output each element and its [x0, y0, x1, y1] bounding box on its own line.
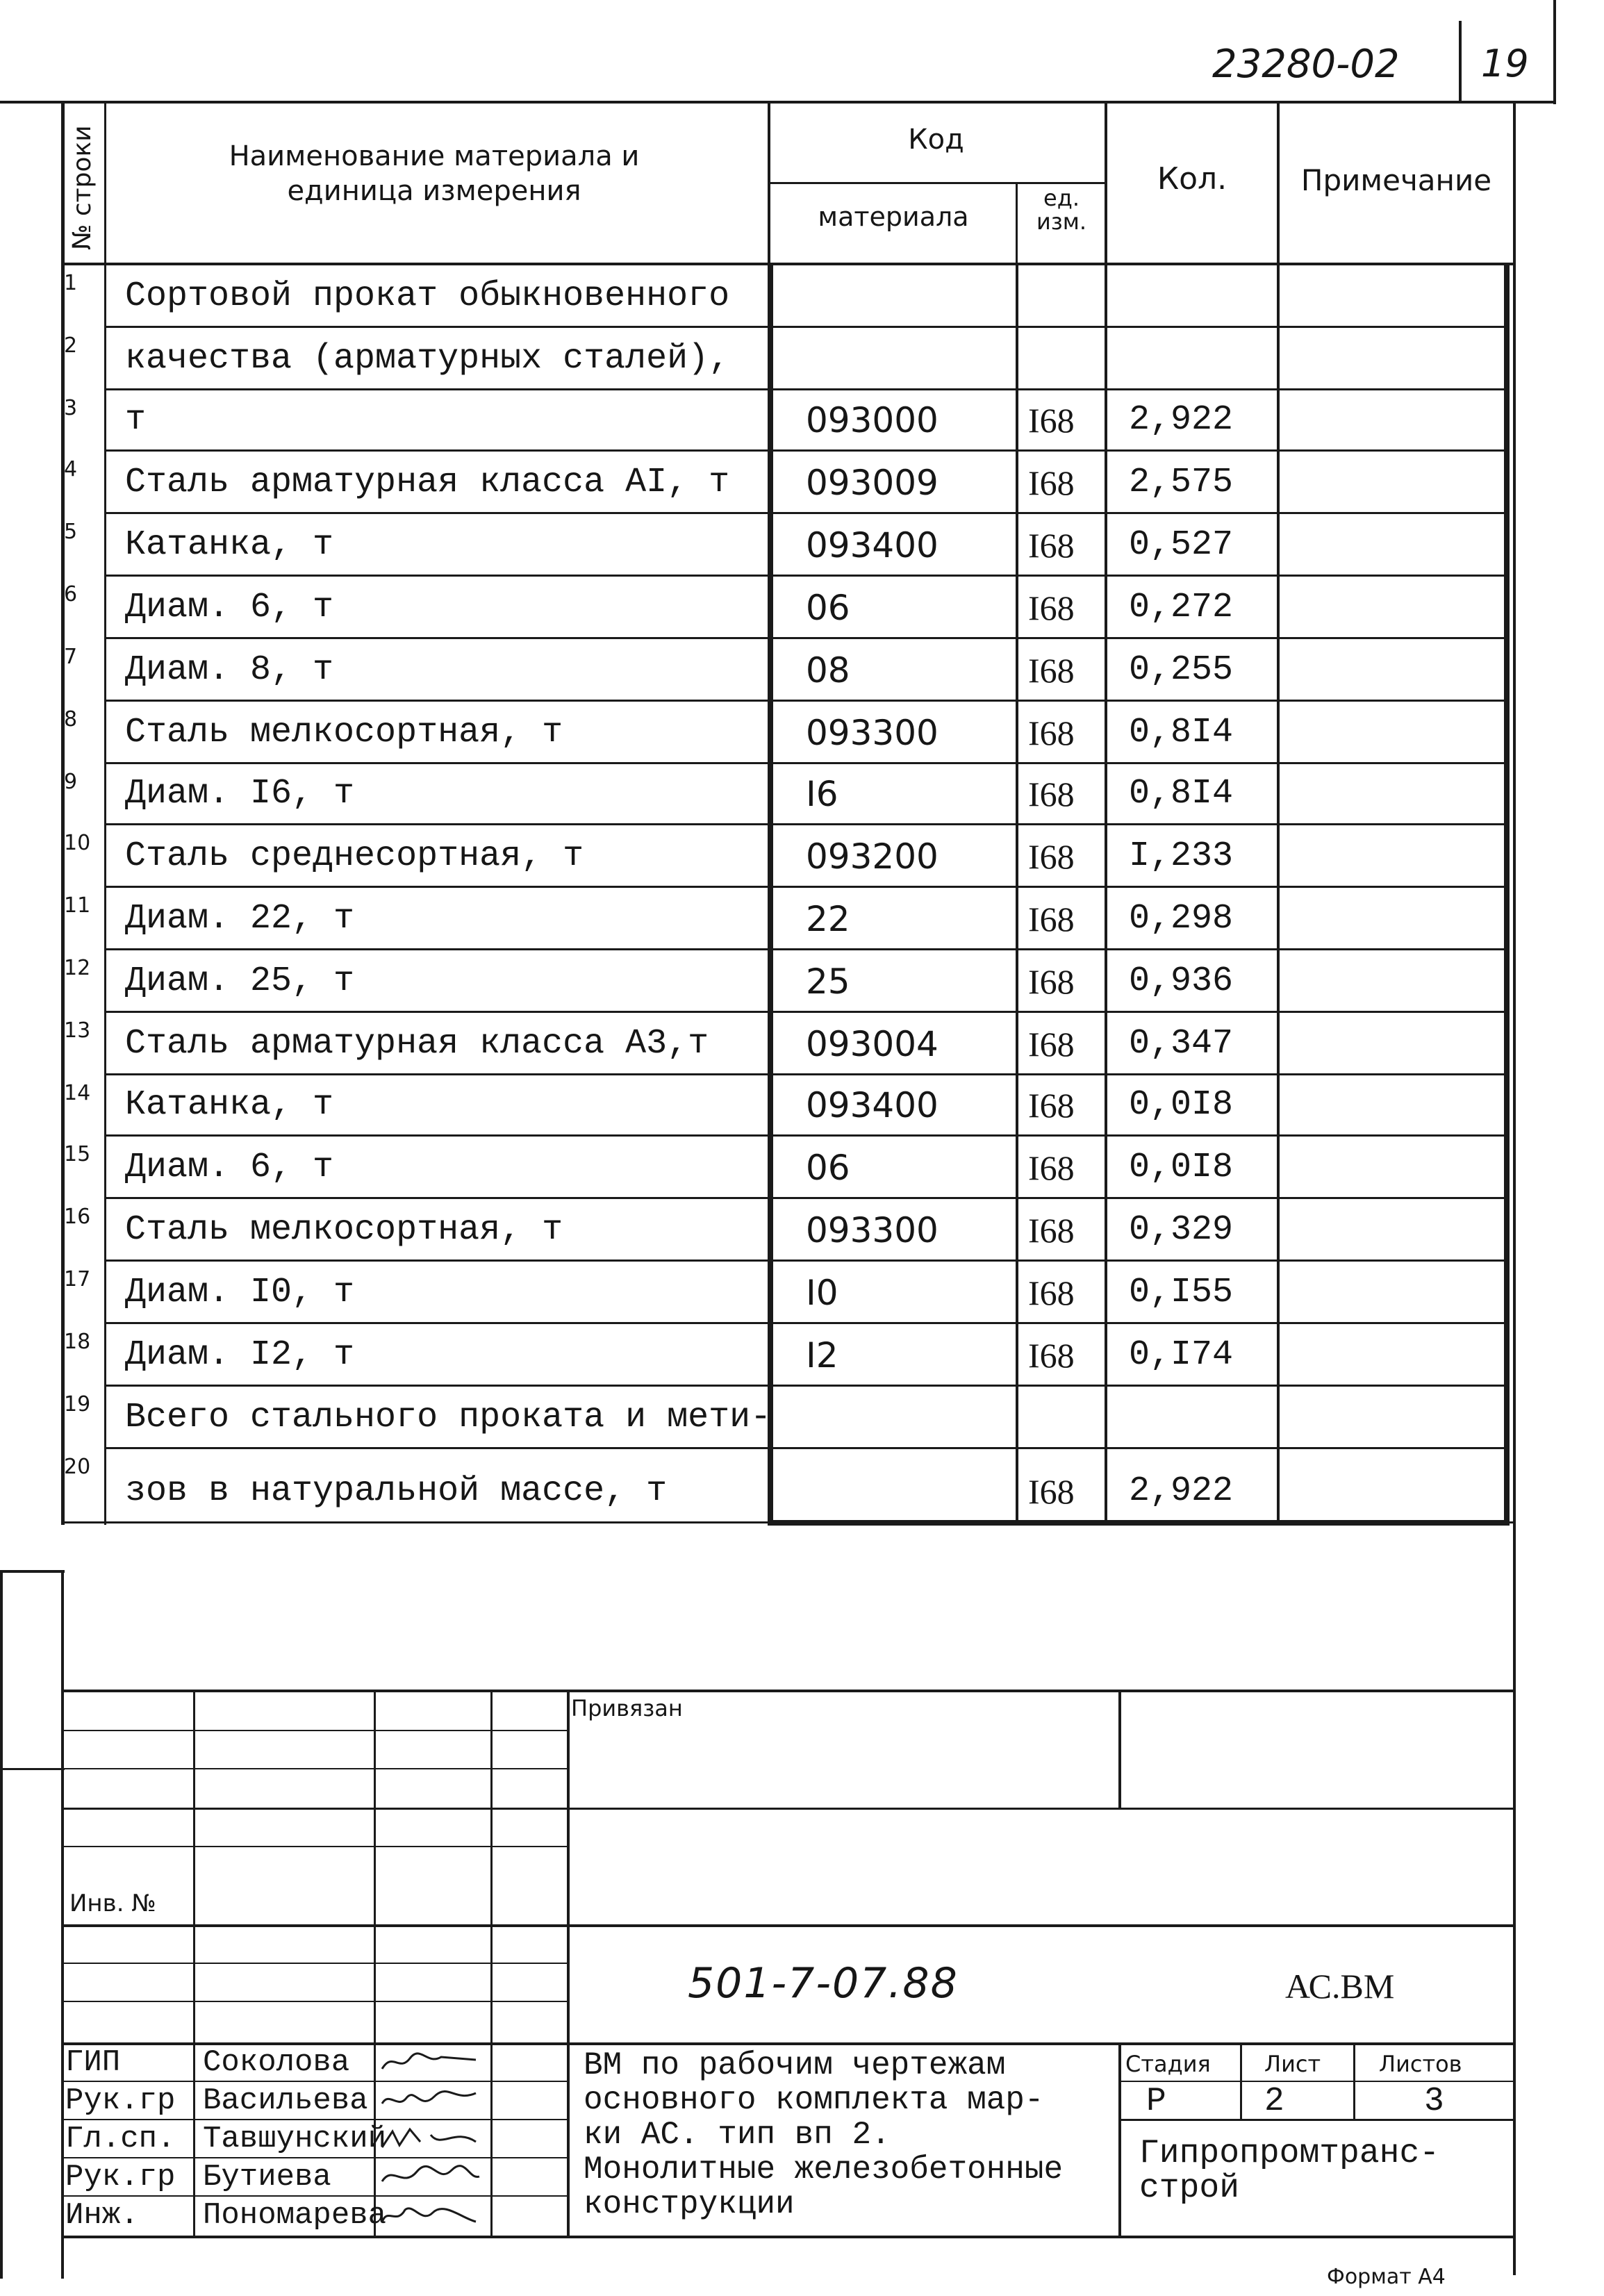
table-row: [0, 513, 1604, 575]
table-row: [0, 1135, 1604, 1198]
material-name: Диам. 8, т: [125, 650, 334, 690]
unit-code: I68: [1028, 900, 1075, 939]
material-code-header: материала: [818, 201, 969, 232]
row-number: 8: [64, 707, 78, 732]
quantity: 0,347: [1129, 1024, 1234, 1064]
unit-code: I68: [1028, 1273, 1075, 1312]
quantity: 0,0I8: [1129, 1085, 1234, 1125]
material-name: Диам. 25, т: [125, 961, 355, 1001]
unit-code: I68: [1028, 588, 1075, 627]
table-row: [0, 575, 1604, 638]
unit-header: ед. изм.: [1036, 185, 1087, 235]
material-code: 093400: [806, 525, 939, 565]
unit-code: I68: [1028, 837, 1075, 876]
material-name: Диам. 22, т: [125, 899, 355, 939]
material-code: 093009: [806, 463, 939, 503]
signature-role: Гл.сп.: [65, 2122, 176, 2156]
row-number: 20: [64, 1455, 91, 1479]
quantity: 0,527: [1129, 525, 1234, 565]
signature-row: [0, 2157, 570, 2195]
quantity: 0,936: [1129, 961, 1234, 1001]
table-row: [0, 1074, 1604, 1135]
unit-code: I68: [1028, 526, 1075, 565]
material-name: Диам. I2, т: [125, 1335, 355, 1375]
row-number: 19: [64, 1392, 91, 1417]
material-code: 25: [806, 961, 850, 1002]
quantity: 0,272: [1129, 588, 1234, 627]
signature-role: Инж.: [65, 2198, 139, 2233]
table-row: [0, 264, 1604, 327]
unit-code: I68: [1028, 1211, 1075, 1250]
signature-name: Пономарева: [203, 2198, 387, 2233]
row-number: 16: [64, 1205, 91, 1229]
material-code: 093000: [806, 400, 939, 440]
material-name: Диам. I0, т: [125, 1273, 355, 1312]
signature-name: Соколова: [203, 2045, 350, 2080]
material-code: 22: [806, 899, 850, 939]
material-name: зов в натуральной массе, т: [125, 1471, 668, 1511]
signature-name: Тавшунский: [203, 2122, 387, 2156]
material-name: Сортовой прокат обыкновенного: [125, 276, 730, 316]
row-number: 18: [64, 1330, 91, 1354]
code-header: Код: [908, 124, 964, 156]
material-code: 093200: [806, 836, 939, 877]
material-code: 06: [806, 1148, 850, 1188]
table-row: [0, 389, 1604, 450]
signature-row: [0, 2119, 570, 2157]
handwritten-signature: [379, 2121, 483, 2156]
signature-row: [0, 2081, 570, 2119]
table-row: [0, 824, 1604, 886]
material-name: Диам. I6, т: [125, 774, 355, 813]
unit-code: I68: [1028, 713, 1075, 752]
designation: 501-7-07.88: [688, 1959, 959, 2008]
row-number: 4: [64, 457, 78, 481]
bound-label: Привязан: [571, 1695, 683, 1721]
quantity: 2,922: [1129, 400, 1234, 440]
material-code: I6: [806, 774, 838, 814]
table-row: [0, 886, 1604, 949]
material-code: 06: [806, 588, 850, 628]
stage-value: Р: [1146, 2083, 1166, 2120]
row-number: 14: [64, 1081, 91, 1105]
quantity-header: Кол.: [1157, 161, 1227, 197]
material-name: Всего стального проката и мети-: [125, 1398, 772, 1437]
unit-code: I68: [1028, 651, 1075, 690]
drawing-description: ВМ по рабочим чертежам основного комплекта мар- ки АС. тип вп 2. Монолитные железобетонные конструкции: [584, 2047, 1064, 2222]
material-name: Диам. 6, т: [125, 1148, 334, 1187]
signature-role: Рук.гр: [65, 2160, 176, 2195]
unit-code: I68: [1028, 1086, 1075, 1125]
material-code: 093300: [806, 713, 939, 753]
material-code: I2: [806, 1335, 838, 1376]
material-code: 093300: [806, 1210, 939, 1250]
document-code: 23280-02: [1212, 42, 1400, 87]
row-number-header: № строки: [68, 125, 97, 250]
handwritten-signature: [379, 2197, 483, 2232]
page-number: 19: [1481, 42, 1529, 85]
table-row: [0, 1198, 1604, 1260]
table-row: [0, 1323, 1604, 1385]
row-number: 9: [64, 770, 78, 794]
table-row: [0, 949, 1604, 1011]
handwritten-signature: [379, 2083, 483, 2117]
table-row: [0, 700, 1604, 763]
material-name: Сталь мелкосортная, т: [125, 713, 563, 752]
unit-code: I68: [1028, 1472, 1075, 1511]
table-row: [0, 450, 1604, 513]
material-code: I0: [806, 1273, 838, 1313]
quantity: 0,8I4: [1129, 774, 1234, 813]
signature-name: Васильева: [203, 2083, 368, 2118]
row-number: 17: [64, 1267, 91, 1291]
sheets-value: 3: [1424, 2083, 1444, 2120]
signature-name: Бутиева: [203, 2160, 331, 2195]
document-mark: АС.ВМ: [1285, 1967, 1395, 2006]
material-name: Сталь арматурная класса A3,т: [125, 1024, 709, 1064]
quantity: 0,I55: [1129, 1273, 1234, 1312]
quantity: 0,298: [1129, 899, 1234, 939]
quantity: 2,922: [1129, 1471, 1234, 1511]
material-code: 08: [806, 650, 850, 691]
signature-row: [0, 2195, 570, 2233]
quantity: I,233: [1129, 836, 1234, 876]
unit-code: I68: [1028, 1336, 1075, 1375]
row-number: 7: [64, 645, 78, 669]
name-header: Наименование материала и единица измерения: [229, 140, 640, 207]
sheets-label: Листов: [1379, 2051, 1462, 2077]
unit-code: I68: [1028, 962, 1075, 1001]
row-number: 6: [64, 582, 78, 606]
row-number: 12: [64, 956, 91, 980]
stage-label: Стадия: [1125, 2051, 1211, 2077]
row-number: 5: [64, 520, 78, 544]
quantity: 0,8I4: [1129, 713, 1234, 752]
material-name: Сталь мелкосортная, т: [125, 1210, 563, 1250]
table-row: [0, 1385, 1604, 1448]
row-number: 15: [64, 1142, 91, 1166]
signature-row: [0, 2042, 570, 2081]
material-name: качества (арматурных сталей),: [125, 339, 730, 379]
material-name: Катанка, т: [125, 525, 334, 565]
note-header: Примечание: [1300, 163, 1492, 197]
material-name: Сталь среднесортная, т: [125, 836, 584, 876]
signature-role: Рук.гр: [65, 2083, 176, 2118]
material-code: 093400: [806, 1085, 939, 1125]
material-name: т: [125, 400, 147, 440]
row-number: 11: [64, 893, 91, 918]
row-number: 3: [64, 396, 78, 420]
quantity: 0,255: [1129, 650, 1234, 690]
organization: Гипропромтранс- строй: [1139, 2135, 1440, 2207]
material-code: 093004: [806, 1024, 939, 1064]
unit-code: I68: [1028, 463, 1075, 502]
row-number: 2: [64, 333, 78, 358]
row-number: 10: [64, 831, 91, 855]
quantity: 0,329: [1129, 1210, 1234, 1250]
row-number: 1: [64, 271, 78, 295]
handwritten-signature: [379, 2159, 483, 2194]
inventory-label: Инв. №: [69, 1890, 156, 1917]
unit-code: I68: [1028, 775, 1075, 813]
sheet-label: Лист: [1264, 2051, 1321, 2077]
material-name: Сталь арматурная класса AI, т: [125, 463, 730, 502]
row-number: 13: [64, 1018, 91, 1043]
quantity: 0,I74: [1129, 1335, 1234, 1375]
quantity: 2,575: [1129, 463, 1234, 502]
unit-code: I68: [1028, 401, 1075, 440]
quantity: 0,0I8: [1129, 1148, 1234, 1187]
unit-code: I68: [1028, 1025, 1075, 1064]
table-row: [0, 1011, 1604, 1074]
unit-code: I68: [1028, 1148, 1075, 1187]
format-label: Формат А4: [1327, 2265, 1446, 2289]
table-row: [0, 327, 1604, 389]
table-row: [0, 1260, 1604, 1323]
table-row: [0, 1448, 1604, 1521]
signature-role: ГИП: [65, 2045, 121, 2080]
material-name: Катанка, т: [125, 1085, 334, 1125]
table-row: [0, 763, 1604, 824]
material-name: Диам. 6, т: [125, 588, 334, 627]
table-row: [0, 638, 1604, 700]
handwritten-signature: [379, 2045, 483, 2079]
sheet-value: 2: [1264, 2083, 1284, 2120]
